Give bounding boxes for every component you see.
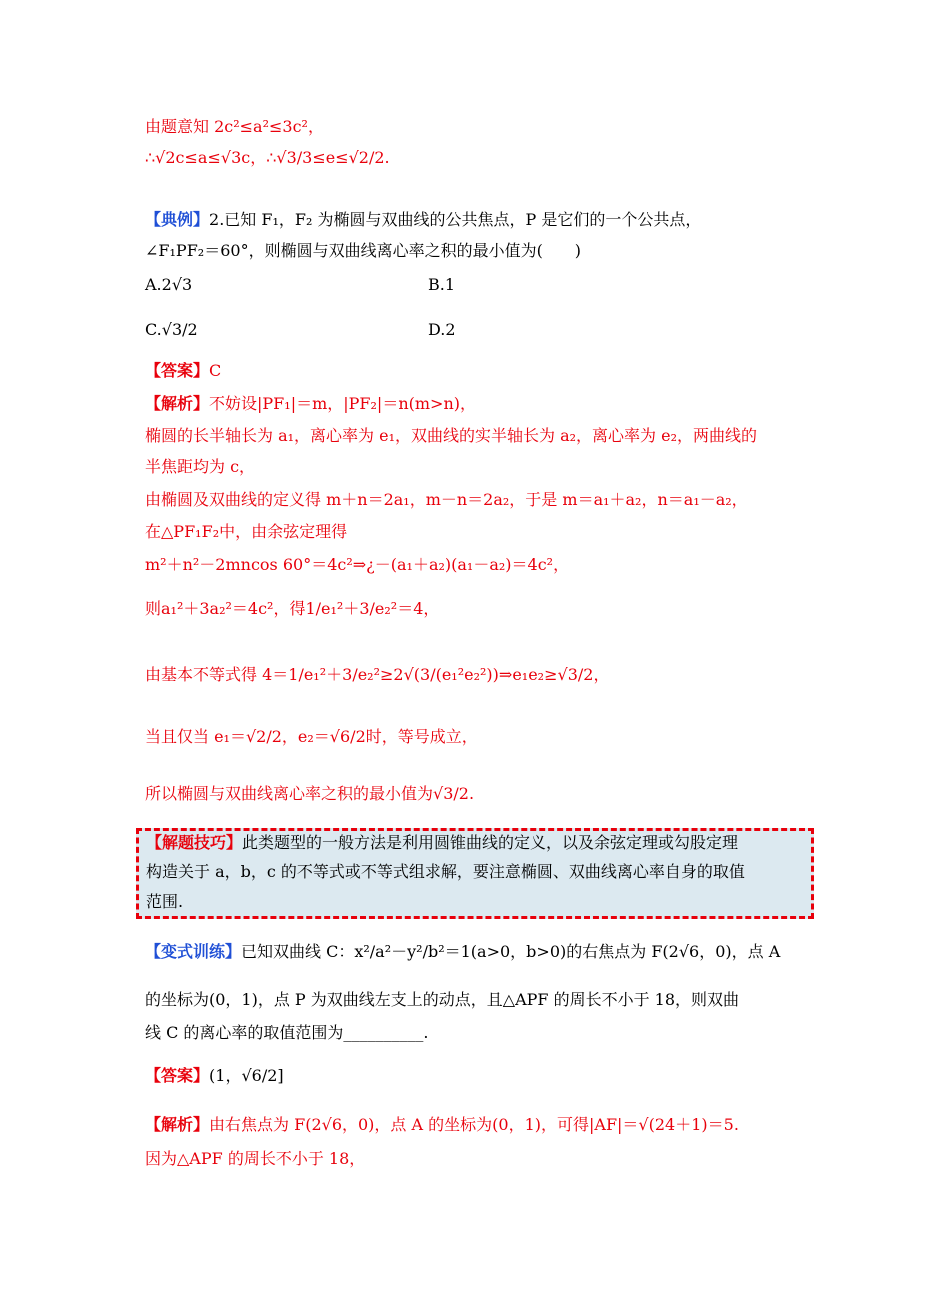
example-question-text1: 2.已知 F₁，F₂ 为椭圆与双曲线的公共焦点，P 是它们的一个公共点，	[209, 210, 702, 229]
tip-line1	[146, 835, 738, 851]
option-c	[145, 320, 198, 339]
tip-line2	[146, 864, 745, 880]
option-b	[428, 275, 455, 294]
option-a	[145, 275, 192, 294]
train-answer-tag: 【答案】	[145, 1066, 210, 1085]
analysis-text9: 当且仅当 e₁＝√2/2，e₂＝√6/2时，等号成立，	[145, 727, 478, 746]
train-line3	[145, 1025, 429, 1041]
option-a-text: A.2√3	[145, 275, 193, 294]
train-answer-value: (1，√6/2]	[209, 1066, 284, 1085]
analysis-line4	[145, 492, 748, 508]
analysis-text8: 由基本不等式得 4＝1/e₁²＋3/e₂²≥2√(3/(e₁²e₂²))⇒e₁e₂≥√3/2，	[145, 665, 610, 684]
train-text3: 线 C 的离心率的取值范围为__________.	[145, 1023, 429, 1042]
example-question-text2: ∠F₁PF₂＝60°，则椭圆与双曲线离心率之积的最小值为( )	[145, 241, 582, 260]
analysis-text1: 不妨设|PF₁|＝m，|PF₂|＝n(m>n)，	[209, 394, 476, 413]
example-question-line2	[145, 243, 581, 259]
train-line1	[145, 944, 780, 960]
example-question-line1	[145, 212, 701, 228]
analysis-tag: 【解析】	[145, 394, 210, 413]
train-answer-line	[145, 1068, 284, 1084]
analysis-text5: 在△PF₁F₂中，由余弦定理得	[145, 522, 348, 541]
analysis-text2: 椭圆的长半轴长为 a₁，离心率为 e₁，双曲线的实半轴长为 a₂，离心率为 e₂，两曲线的	[145, 426, 758, 445]
line-given	[145, 119, 324, 135]
train-text1: 已知双曲线 C：x²/a²－y²/b²＝1(a>0，b>0)的右焦点为 F(2√6，0)，点 A	[241, 942, 781, 961]
analysis-line6	[145, 557, 569, 573]
conclusion-text: ∴√2c≤a≤√3c，∴√3/3≤e≤√2/2.	[145, 148, 390, 167]
train-text2: 的坐标为(0，1)，点 P 为双曲线左支上的动点，且△APF 的周长不小于 18，则双曲	[145, 990, 740, 1009]
analysis-line8	[145, 667, 609, 683]
option-d	[428, 320, 456, 339]
analysis-line3	[145, 459, 255, 475]
train-analysis-line1	[145, 1117, 739, 1133]
analysis-line2	[145, 428, 757, 444]
line-conclusion	[145, 150, 390, 166]
analysis-text6: m²＋n²－2mncos 60°＝4c²⇒¿－(a₁＋a₂)(a₁－a₂)＝4c²，	[145, 555, 570, 574]
analysis-text10: 所以椭圆与双曲线离心率之积的最小值为√3/2.	[145, 784, 475, 803]
train-line2	[145, 992, 739, 1008]
answer-tag: 【答案】	[145, 361, 210, 380]
train-tag: 【变式训练】	[145, 942, 242, 961]
option-c-text: C.√3/2	[145, 320, 198, 339]
train-analysis-text1: 由右焦点为 F(2√6，0)，点 A 的坐标为(0，1)，可得|AF|＝√(24＋1)＝5.	[209, 1115, 739, 1134]
tip-text2: 构造关于 a，b，c 的不等式或不等式组求解，要注意椭圆、双曲线离心率自身的取值	[146, 862, 745, 881]
analysis-text7: 则a₁²＋3a₂²＝4c²，得1/e₁²＋3/e₂²＝4，	[145, 599, 440, 618]
option-d-text: D.2	[428, 320, 456, 339]
tip-text1: 此类题型的一般方法是利用圆锥曲线的定义，以及余弦定理或勾股定理	[242, 833, 739, 852]
train-analysis-text2: 因为△APF 的周长不小于 18，	[145, 1149, 366, 1168]
analysis-line1	[145, 396, 476, 412]
train-analysis-tag: 【解析】	[145, 1115, 210, 1134]
tip-tag: 【解题技巧】	[146, 833, 243, 852]
analysis-text4: 由椭圆及双曲线的定义得 m＋n＝2a₁，m－n＝2a₂，于是 m＝a₁＋a₂，n＝a₁－a₂，	[145, 490, 748, 509]
given-text: 由题意知 2c²≤a²≤3c²，	[145, 117, 324, 136]
option-b-text: B.1	[428, 275, 456, 294]
analysis-line5	[145, 524, 347, 540]
answer-line	[145, 363, 221, 379]
analysis-line7	[145, 601, 439, 617]
train-analysis-line2	[145, 1151, 365, 1167]
answer-value: C	[209, 361, 222, 380]
analysis-line9	[145, 729, 478, 745]
analysis-text3: 半焦距均为 c，	[145, 457, 256, 476]
analysis-line10	[145, 786, 474, 802]
tip-text3: 范围.	[146, 892, 184, 911]
tip-line3	[146, 894, 183, 910]
example-tag: 【典例】	[145, 210, 210, 229]
